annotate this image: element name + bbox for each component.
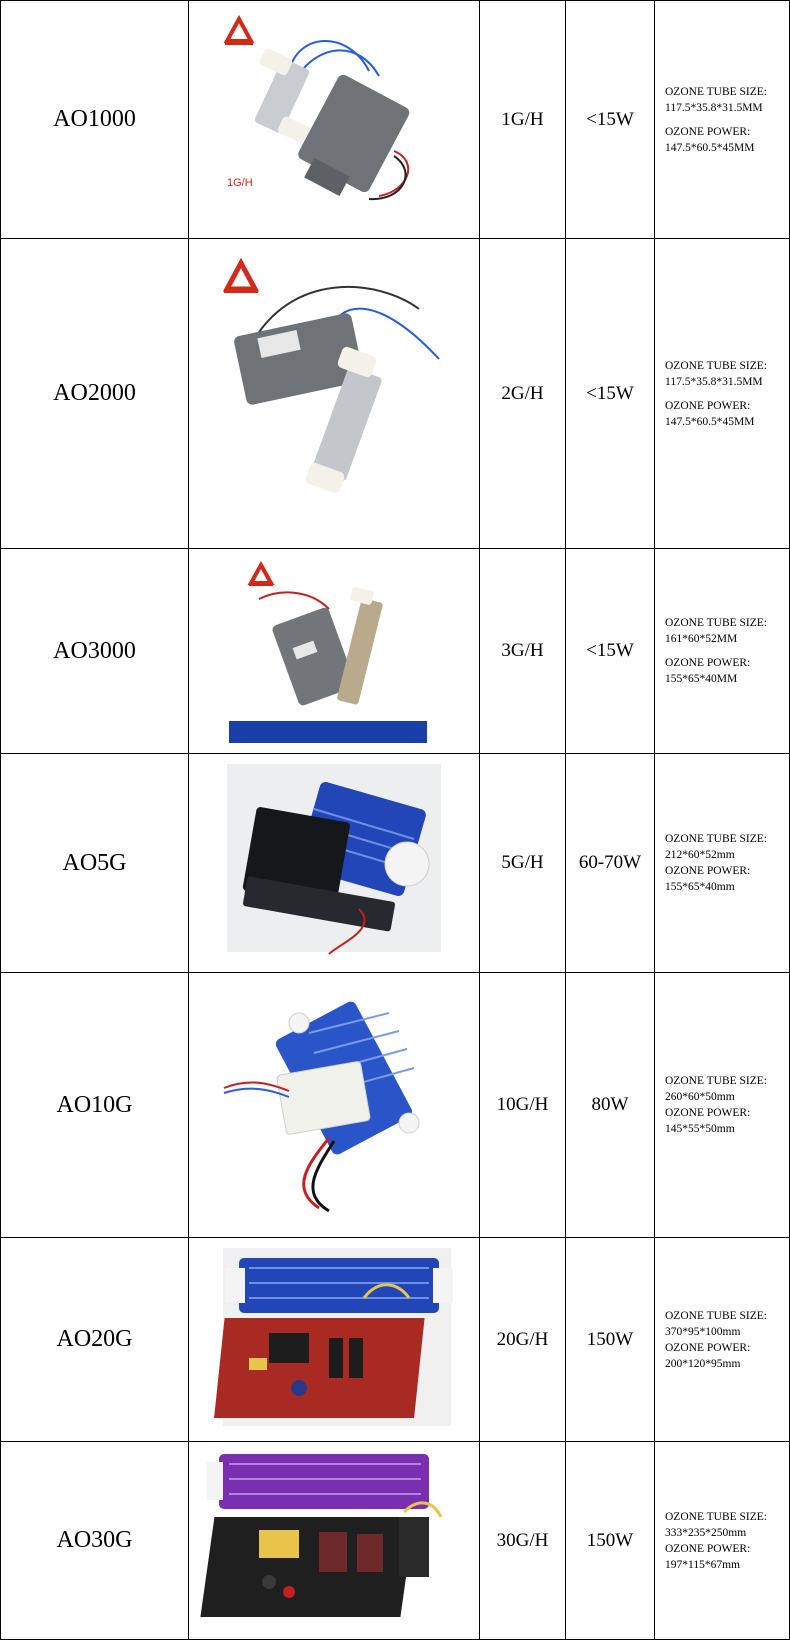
- spec-cell: [655, 754, 790, 973]
- tube-size-label: OZONE TUBE SIZE:: [665, 359, 768, 372]
- finned-ozone-tube-icon: [225, 1258, 453, 1313]
- power-size-label: OZONE POWER:: [665, 657, 751, 669]
- power-cell: 60-70W: [566, 754, 655, 973]
- model-cell: AO1000: [1, 1, 189, 239]
- output-cell: 20G/H: [480, 1238, 566, 1442]
- power-size-label: OZONE POWER:: [665, 125, 751, 138]
- power-size-label: OZONE POWER:: [665, 399, 751, 412]
- power-size-value: 147.5*60.5*45MM: [665, 415, 755, 428]
- power-cell: 80W: [566, 973, 655, 1238]
- output-cell: 30G/H: [480, 1442, 566, 1640]
- table-row: [1, 973, 790, 1238]
- power-size-value: 200*120*95mm: [665, 1357, 741, 1370]
- product-photo-cell: [189, 973, 480, 1238]
- table-row: [1, 1238, 790, 1442]
- circuit-board-icon: [200, 1517, 429, 1617]
- product-photo: [189, 973, 479, 1238]
- photo-caption: 1G/H: [227, 177, 253, 189]
- model-cell: AO10G: [1, 973, 189, 1238]
- tube-size-value: 260*60*50mm: [665, 1091, 735, 1103]
- ozone-tube-icon: [254, 48, 312, 145]
- power-size-label: OZONE POWER:: [665, 1107, 751, 1119]
- tube-size-value: 370*95*100mm: [665, 1325, 741, 1338]
- product-photo-cell: [189, 754, 480, 973]
- power-cell: <15W: [566, 1, 655, 239]
- table-row: [1, 1442, 790, 1640]
- power-size-value: 155*65*40mm: [665, 881, 735, 893]
- circuit-board-icon: [214, 1318, 425, 1418]
- spec-cell: [655, 239, 790, 549]
- output-cell: 5G/H: [480, 754, 566, 973]
- output-cell: 1G/H: [480, 1, 566, 239]
- tube-size-value: 161*60*52MM: [665, 633, 738, 645]
- brand-logo-icon: [249, 565, 273, 586]
- spec-cell: [655, 1442, 790, 1640]
- tube-size-label: OZONE TUBE SIZE:: [665, 1510, 768, 1523]
- brand-logo-icon: [225, 19, 253, 45]
- power-cell: 150W: [566, 1442, 655, 1640]
- spec-cell: [655, 549, 790, 754]
- power-size-value: 155*65*40MM: [665, 673, 738, 685]
- power-cell: <15W: [566, 239, 655, 549]
- spec-cell: [655, 1238, 790, 1442]
- tube-size-value: 117.5*35.8*31.5MM: [665, 101, 763, 114]
- table-row: [1, 1, 790, 239]
- product-photo-cell: [189, 549, 480, 754]
- output-cell: 3G/H: [480, 549, 566, 754]
- model-cell: AO20G: [1, 1238, 189, 1442]
- model-cell: AO5G: [1, 754, 189, 973]
- output-cell: 2G/H: [480, 239, 566, 549]
- power-size-value: 147.5*60.5*45MM: [665, 141, 755, 154]
- spec-cell: [655, 973, 790, 1238]
- company-banner-icon: [229, 721, 427, 743]
- power-supply-icon: [296, 73, 411, 196]
- model-cell: AO2000: [1, 239, 189, 549]
- table-row: [1, 239, 790, 549]
- tube-size-label: OZONE TUBE SIZE:: [665, 1075, 768, 1087]
- product-photo-cell: [189, 1, 480, 239]
- power-cell: 150W: [566, 1238, 655, 1442]
- ozone-tube-icon: [337, 587, 384, 706]
- output-cell: 10G/H: [480, 973, 566, 1238]
- model-cell: AO3000: [1, 549, 189, 754]
- power-size-label: OZONE POWER:: [665, 1542, 751, 1555]
- tube-size-label: OZONE TUBE SIZE:: [665, 1309, 768, 1322]
- product-photo-cell: [189, 239, 480, 549]
- product-photo-cell: [189, 1442, 480, 1640]
- tube-size-value: 212*60*52mm: [665, 849, 735, 861]
- product-photo-cell: [189, 1238, 480, 1442]
- spec-cell: [655, 1, 790, 239]
- tube-size-label: OZONE TUBE SIZE:: [665, 833, 768, 845]
- table-row: [1, 549, 790, 754]
- brand-logo-icon: [224, 263, 258, 293]
- table-row: [1, 754, 790, 973]
- power-size-value: 197*115*67mm: [665, 1558, 740, 1571]
- power-size-label: OZONE POWER:: [665, 1341, 751, 1354]
- model-cell: AO30G: [1, 1442, 189, 1640]
- power-size-value: 145*55*50mm: [665, 1123, 735, 1135]
- product-photo: [189, 1442, 479, 1640]
- tube-size-value: 333*235*250mm: [665, 1526, 747, 1539]
- product-photo: [189, 239, 479, 549]
- product-photo: [189, 754, 479, 973]
- tube-size-label: OZONE TUBE SIZE:: [665, 85, 768, 98]
- product-photo: [189, 1, 479, 239]
- finned-ozone-tube-icon: [207, 1454, 429, 1509]
- power-cell: <15W: [566, 549, 655, 754]
- product-photo: [189, 1238, 479, 1442]
- power-size-label: OZONE POWER:: [665, 865, 751, 877]
- tube-size-label: OZONE TUBE SIZE:: [665, 617, 768, 629]
- tube-size-value: 117.5*35.8*31.5MM: [665, 375, 763, 388]
